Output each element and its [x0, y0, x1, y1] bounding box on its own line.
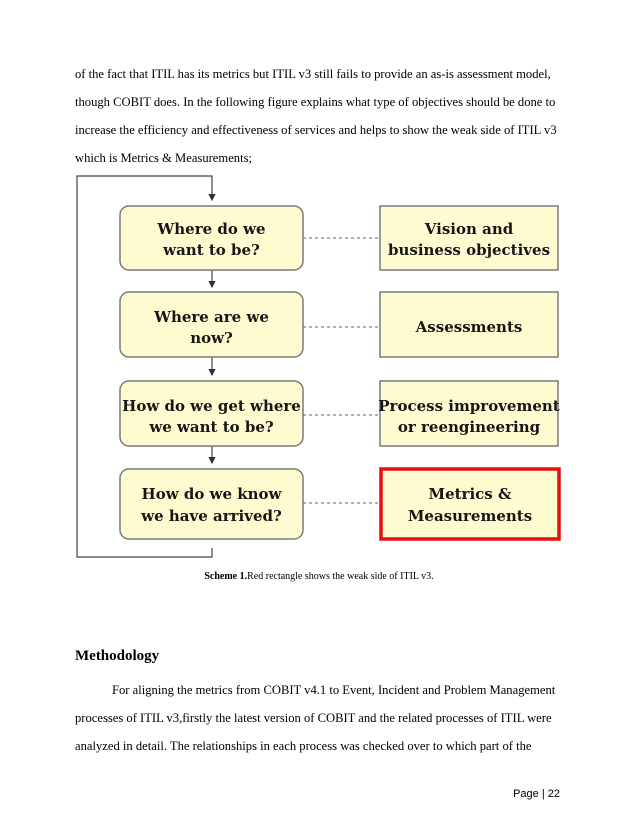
caption-text: Red rectangle shows the weak side of ITIL v3.	[247, 571, 434, 582]
left-box-4	[120, 469, 303, 539]
left-box-2-line2: now?	[190, 329, 233, 347]
left-box-4-line2: we have arrived?	[141, 507, 282, 525]
right-box-3-line1: Process improvement	[378, 397, 560, 415]
right-box-1-line2: business objectives	[387, 241, 551, 259]
right-box-3	[378, 381, 560, 446]
left-box-1-line2: want to be?	[163, 241, 260, 259]
left-box-1-line1: Where do we	[157, 220, 266, 238]
right-box-4-highlighted	[381, 469, 559, 539]
caption-label: Scheme 1.	[204, 571, 248, 582]
right-box-1-line1: Vision and	[424, 220, 514, 238]
left-box-2	[120, 292, 303, 357]
left-box-2-line1: Where are we	[154, 308, 269, 326]
page-number: Page | 22	[513, 788, 560, 800]
right-box-2	[380, 292, 558, 357]
right-box-4-line1: Metrics &	[428, 485, 512, 503]
right-box-1	[380, 206, 558, 270]
right-box-4-line2: Measurements	[407, 507, 533, 525]
figure-caption	[0, 571, 638, 582]
left-box-3-line2: we want to be?	[149, 418, 274, 436]
intro-paragraph: of the fact that ITIL has its metrics but ITIL v3 still fails to provide an as-is assessment model, though COBIT does. In the following figure explains what type of objectives should be done to increase the efficiency and effectiveness of services and helps to show the weak side of ITIL v3 which is Metrics & Measurements;	[75, 67, 557, 165]
left-box-3	[120, 381, 303, 446]
right-box-3-line2: or reengineering	[397, 418, 541, 436]
left-box-1	[120, 206, 303, 270]
right-box-2-line1: Assessments	[415, 318, 523, 336]
left-box-3-line1: How do we get where	[122, 397, 301, 415]
left-box-4-line1: How do we know	[141, 485, 282, 503]
methodology-text: For aligning the metrics from COBIT v4.1 to Event, Incident and Problem Management processes of ITIL v3,firstly the latest version of COBIT and the related processes of ITIL were analyzed in detail. The relationships in each process was checked over to which part of the	[75, 683, 556, 753]
methodology-paragraph	[75, 676, 565, 760]
section-heading: Methodology	[75, 648, 160, 664]
